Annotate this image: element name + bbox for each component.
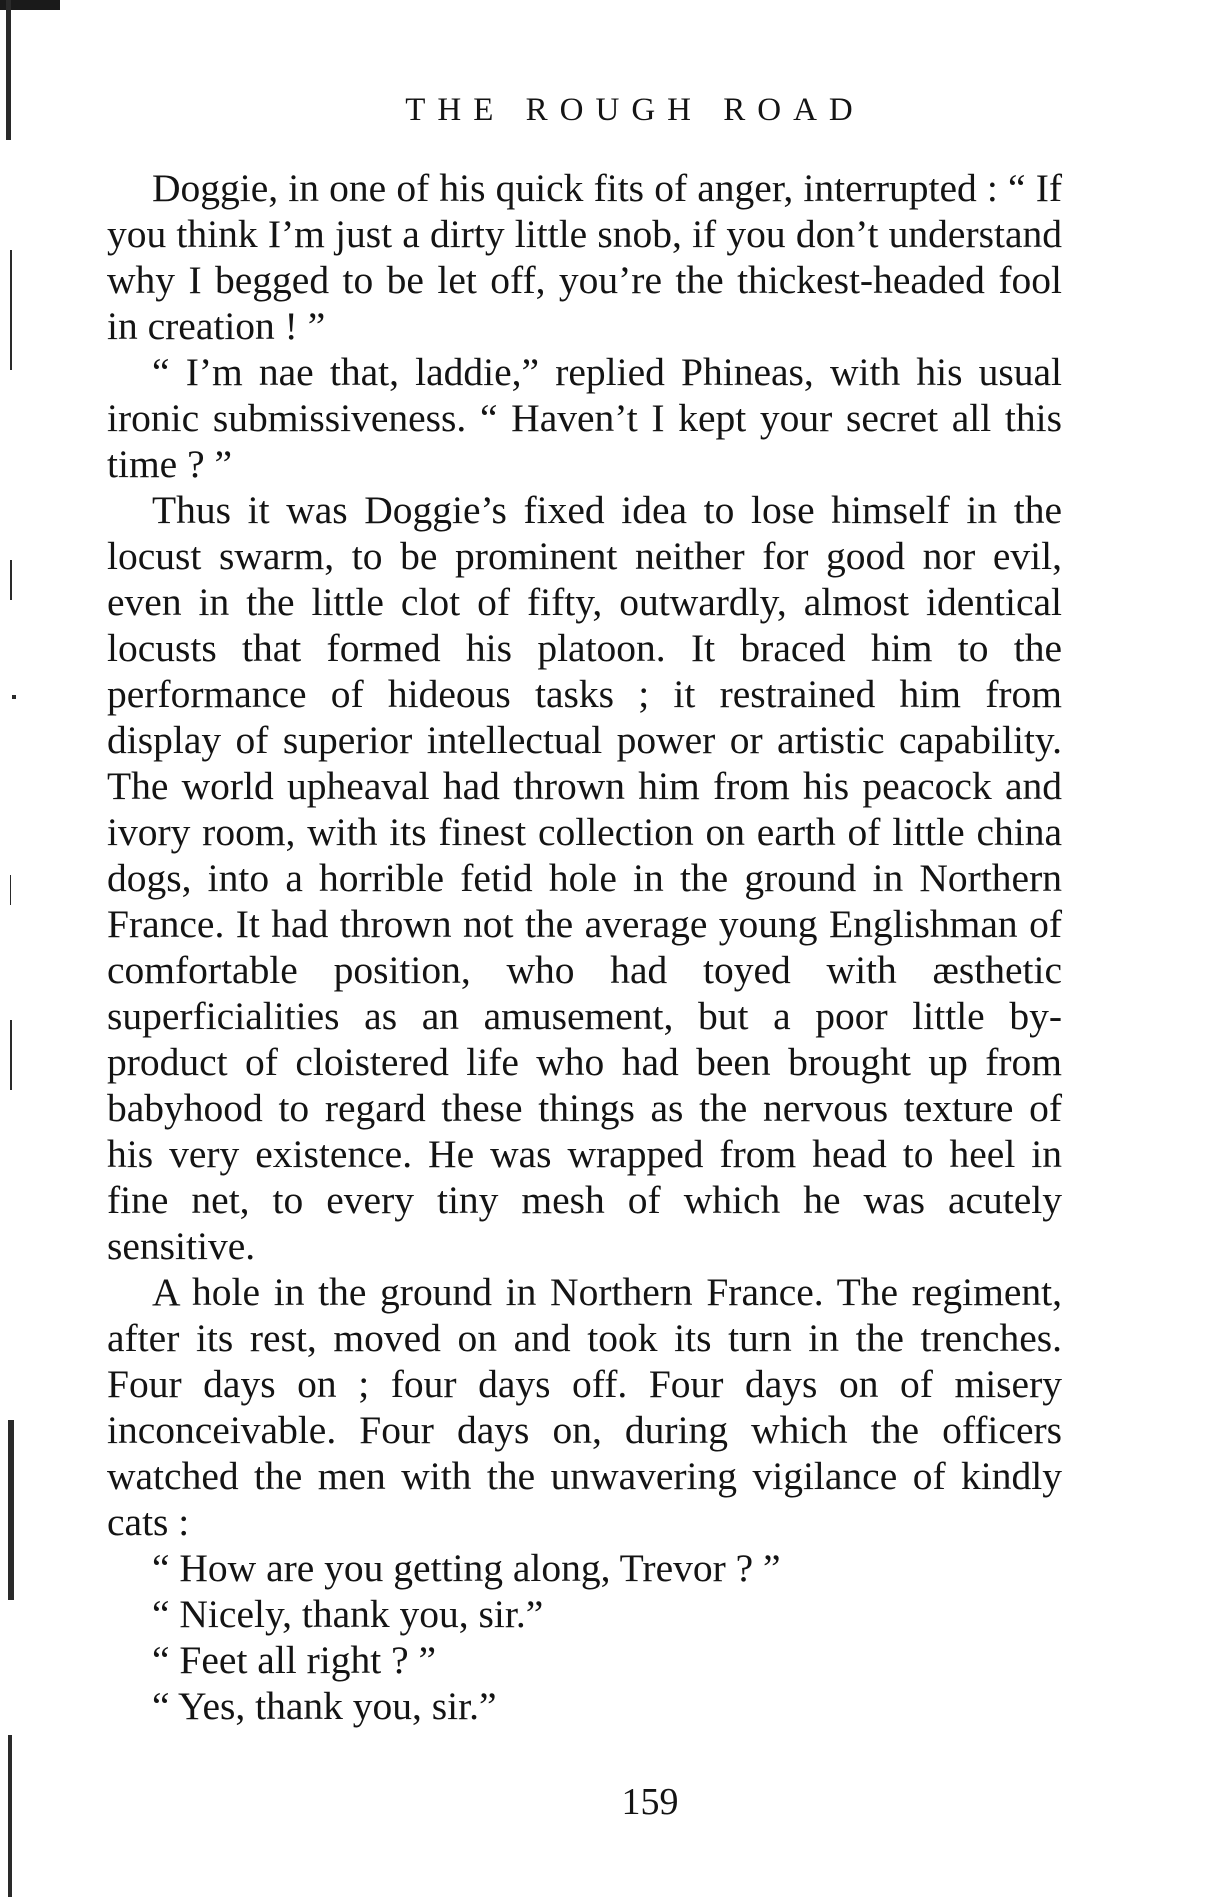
paragraph: “ I’m nae that, laddie,” replied Phineas, with his usual ironic submissiveness. “ Haven’t I kept your secret all this time ? ” — [107, 350, 1062, 486]
dialogue-line: “ Yes, thank you, sir.” — [152, 1684, 497, 1728]
gutter-mark — [8, 1420, 14, 1600]
binding-gutter — [0, 0, 30, 1897]
paragraph: A hole in the ground in Northern France. The regiment, after its rest, moved on and took its turn in the trenches. Four days on ; four days off. Four days on of misery inconceivable. Four days on, during which the officers watched the men with the unwavering vigilance of kindly cats : — [107, 1270, 1062, 1544]
gutter-mark — [10, 250, 12, 370]
paragraph: Thus it was Doggie’s fixed idea to lose himself in the locust swarm, to be prominent neither for good nor evil, even in the little clot of fifty, outwardly, almost identical locusts that formed his platoon. It braced him to the performance of hideous tasks ; it restrained him from display of superior intellectual power or artistic capability. The world upheaval had thrown him from his peacock and ivory room, with its finest collection on earth of little china dogs, into a horrible fetid hole in the ground in Northern France. It had thrown not the average young Englishman of comfortable position, who had toyed with æsthetic superficialities as an amusement, but a poor little by-product of cloistered life who had been brought up from babyhood to regard these things as the nervous texture of his very existence. He was wrapped from head to heel in fine net, to every tiny mesh of which he was acutely sensitive. — [107, 488, 1062, 1268]
gutter-mark — [10, 560, 12, 600]
gutter-mark — [12, 695, 16, 699]
dialogue-line: “ Feet all right ? ” — [152, 1638, 437, 1682]
dialogue-line: “ How are you getting along, Trevor ? ” — [152, 1546, 781, 1590]
paragraph: Doggie, in one of his quick fits of anger, interrupted : “ If you think I’m just a dirty little snob, if you don’t understand why I begged to be let off, you’re the thickest-headed fool in creation ! ” — [107, 166, 1062, 348]
body-text — [107, 165, 1062, 1729]
running-head: THE ROUGH ROAD — [405, 92, 865, 128]
gutter-mark — [10, 1020, 12, 1090]
dialogue-line: “ Nicely, thank you, sir.” — [152, 1592, 544, 1636]
page-number: 159 — [621, 1781, 679, 1823]
gutter-mark — [10, 875, 11, 905]
